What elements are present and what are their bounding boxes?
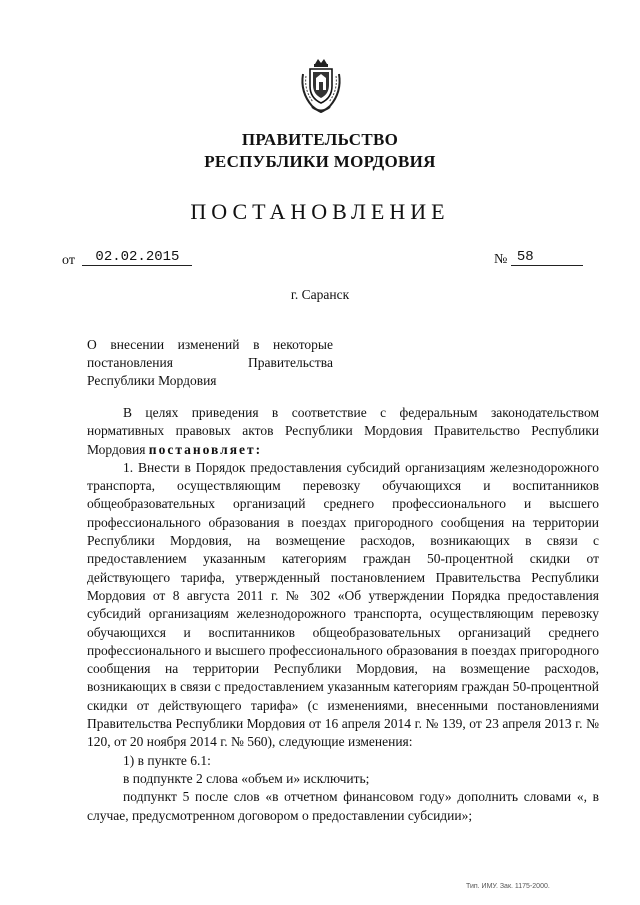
document-date <box>62 249 192 269</box>
date-prefix: от <box>62 253 75 268</box>
subitem-paragraph: подпункт 5 после слов «в отчетном финансовом году» дополнить словами «, в случае, предусмотренном договором о предоставлении субсидии»; <box>87 789 599 823</box>
decree-word: постановляет: <box>148 441 263 457</box>
coat-of-arms-icon <box>298 56 344 114</box>
intro-text: В целях приведения в соответствие с федеральным законодательством нормативных правовых актов Республики Мордовия Правительство Республики Мордовия <box>87 405 599 457</box>
intro-paragraph <box>87 404 599 459</box>
document-number <box>494 249 583 269</box>
document-subject <box>87 336 333 390</box>
number-prefix: № <box>494 252 508 267</box>
document-type-heading: ПОСТАНОВЛЕНИЕ <box>190 199 450 224</box>
government-title-line2: РЕСПУБЛИКИ МОРДОВИЯ <box>204 152 436 171</box>
government-title-line1: ПРАВИТЕЛЬСТВО <box>241 130 399 149</box>
subject-line: О внесении изменений в некоторые <box>87 337 333 352</box>
subitem-paragraph: в подпункте 2 слова «объем и» исключить; <box>123 770 370 786</box>
subitem-paragraph: 1) в пункте 6.1: <box>123 752 211 768</box>
date-value: 02.02.2015 <box>82 249 192 266</box>
subject-line: Республики Мордовия <box>87 373 217 388</box>
number-value: 58 <box>511 249 583 266</box>
print-note: Тип. ИМУ. Зак. 1175-2000. <box>466 883 550 890</box>
city-line: г. Саранск <box>290 287 350 302</box>
subject-line: постановления Правительства <box>87 355 333 370</box>
document-body <box>87 404 599 825</box>
item-paragraph: 1. Внести в Порядок предоставления субсидий организациям железнодорожного транспорта, осуществляющим перевозку обучающихся и воспитанников общеобразовательных организаций среднего профессионального и высшего профессионального образования в поездах пригородного сообщения на территории Республики Мордовия, на возмещение расходов, возникающих в связи с предоставлением указанным категориям граждан 50-процентной скидки от действующего тарифа, утвержденный постановлением Правительства Республики Мордовия от 8 августа 2011 г. № 302 «Об утверждении Порядка предоставления субсидий организациям железнодорожного транспорта, осуществляющим перевозку обучающихся и воспитанников общеобразовательных организаций среднего профессионального и высшего профессионального образования в поездах пригородного сообщения на территории Республики Мордовия, на возмещение расходов, возникающих в связи с предоставлением указанным категориям граждан 50-процентной скидки от действующего тарифа» (с изменениями, внесенными постановлениями Правительства Республики Мордовия от 16 апреля 2014 г. № 139, от 23 апреля 2013 г. № 120, от 20 ноября 2014 г. № 560), следующие изменения: <box>87 459 599 750</box>
